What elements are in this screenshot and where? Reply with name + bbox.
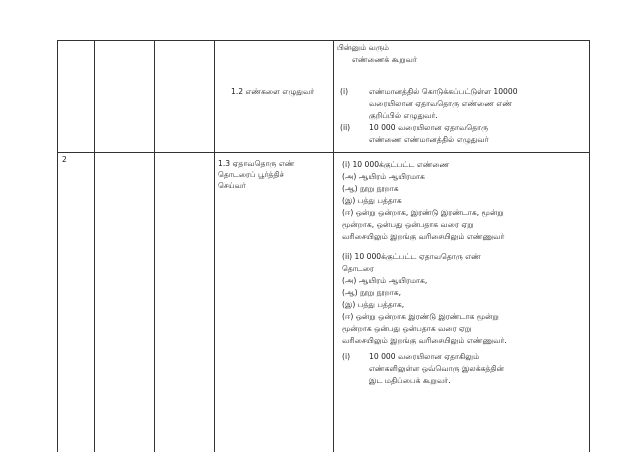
item-line: இட மதிப்பைக் கூறுவர்.	[369, 376, 451, 385]
column-border	[589, 40, 590, 452]
intro-line: பின்னும் வரும்	[337, 43, 390, 52]
column-border	[214, 40, 215, 452]
item-marker: (i)	[342, 352, 351, 361]
block2-line: (அ) ஆயிரம் ஆயிரமாக,	[342, 276, 428, 285]
row-divider	[57, 152, 590, 153]
column-border	[333, 40, 334, 452]
item-marker: (i)	[340, 87, 349, 96]
block2-line: தொடரை	[342, 264, 374, 273]
item-line: குறிப்பில் எழுதுவர்.	[369, 111, 438, 120]
scheme-of-work-table	[57, 40, 590, 452]
learning-standard-1-3: செய்வர்	[218, 181, 246, 190]
column-border	[154, 40, 155, 452]
block2-line: (ii) 10 000க்குட்பட்ட ஏதாவதொரு எண்	[342, 252, 481, 261]
intro-line: எண்ணைக் கூறுவர்	[352, 55, 417, 64]
learning-standard-1-2: 1.2 எண்களை எழுதுவர்	[231, 87, 315, 96]
block2-line: (இ) பத்து பத்தாக,	[342, 300, 405, 309]
learning-standard-1-3: 1.3 ஏதாவதொரு எண்	[218, 159, 295, 168]
block2-line: வரிசையிலும் இறங்கு வரிசையிலும் எண்ணுவர்.	[342, 336, 507, 345]
item-line: வரையிலான ஏதாவதொரு எண்ணை எண்	[369, 99, 513, 108]
block2-line: (ஆ) நூறு நூறாக,	[342, 288, 402, 297]
item-line: எண்மானத்தில் கொடுக்கப்பட்டுள்ள 10000	[369, 87, 518, 96]
item-line: 10 000 வரையிலான ஏதாகிலும்	[369, 352, 480, 361]
week-number: 2	[62, 155, 67, 164]
item-line: எண்களிலுள்ள ஒவ்வொரு இலக்கத்தின்	[369, 364, 504, 373]
item-line: 10 000 வரையிலான ஏதாவதொரு	[369, 123, 489, 132]
block1-line: மூன்றாக, ஒன்பது ஒன்பதாக வரை ஏறு	[342, 220, 474, 229]
block2-line: மூன்றாக ஒன்பது ஒன்பதாக வரை ஏறு	[342, 324, 472, 333]
column-border	[57, 40, 58, 452]
block1-line: (ஆ) நூறு நூறாக	[342, 184, 399, 193]
item-marker: (ii)	[340, 123, 351, 132]
column-border	[94, 40, 95, 452]
learning-standard-1-3: தொடரைப் பூர்த்திச்	[218, 170, 284, 179]
block1-line: வரிசையிலும் இறங்கு வரிசையிலும் எண்ணுவர்	[342, 232, 505, 241]
block1-line: (i) 10 000க்குட்பட்ட எண்ணை	[342, 160, 450, 169]
block1-line: (இ) பத்து பத்தாக	[342, 196, 402, 205]
table-top-border	[57, 40, 590, 41]
block1-line: (ஈ) ஒன்று ஒன்றாக, இரண்டு இரண்டாக, மூன்று	[342, 208, 504, 217]
block2-line: (ஈ) ஒன்று ஒன்றாக இரண்டு இரண்டாக மூன்று	[342, 312, 499, 321]
item-line: எண்ணை எண்மானத்தில் எழுதுவர்	[369, 135, 489, 144]
block1-line: (அ) ஆயிரம் ஆயிரமாக	[342, 172, 425, 181]
